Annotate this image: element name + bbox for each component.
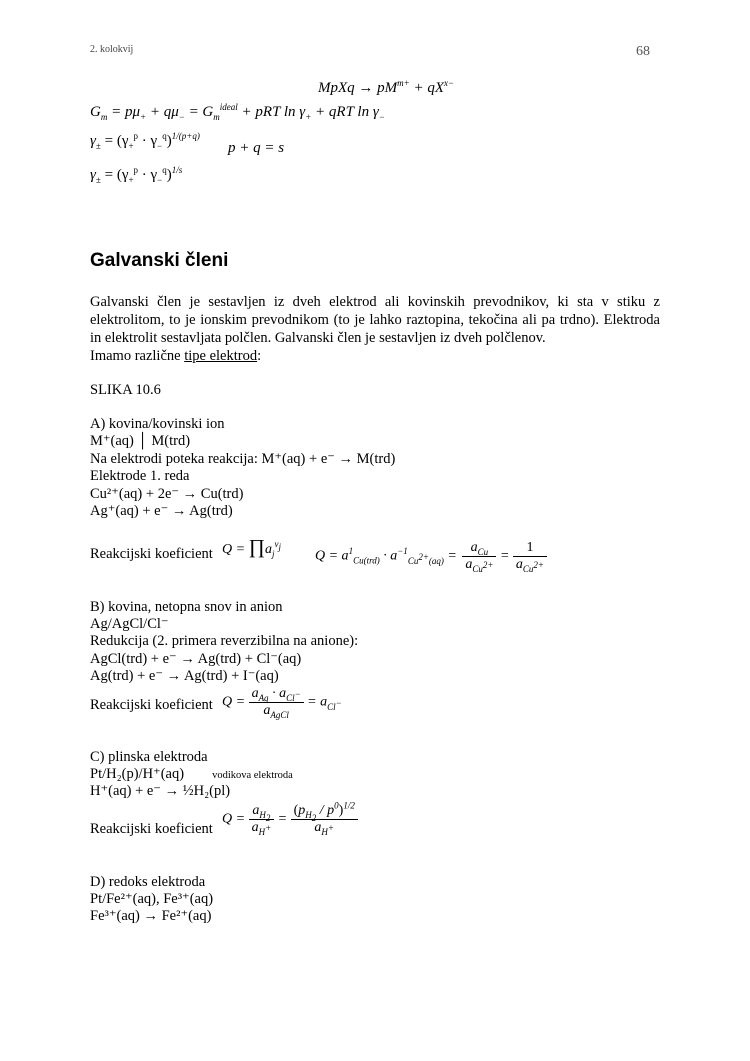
part-a-coef-product: $Q = \prod a_j^{\nu_j}$ [222,536,282,559]
part-b-title: B) kovina, netopna snov in anion [90,599,283,615]
part-a-coef-cu: $Q = a^1_{Cu(trd)} \cdot a^{-1}_{Cu^{2+}(aq)}$ = $\frac{a_{Cu}}{a_{Cu^{2+}}}$ = $\frac{1}{a_{Cu^{2+}}}$ [315,540,547,573]
dissociation-equation: MpXq → $pM^{m+} + qX^{x-}$ [318,78,455,96]
part-d-title: D) redoks elektroda [90,874,206,890]
part-c-line2: H⁺(aq) + e⁻ → ½H₂(pl) [90,783,231,799]
part-a-line3: Elektrode 1. reda [90,468,190,484]
part-c-coef-equation: Q = $\frac{a_{H_2}}{a_{H^+}}$ = $\frac{(p_{H_2} / p^0)^{1/2}}{a_{H^+}}$ [222,803,358,836]
mean-activity-equation-1: $\gamma_\pm = (\gamma_+^p \cdot \gamma_-^q)^{1/(p+q)}$ [90,131,200,151]
part-b-line2: Redukcija (2. primera reverzibilna na anione): [90,633,359,649]
part-a-title: A) kovina/kovinski ion [90,416,225,432]
part-c-coef-label: Reakcijski koeficient [90,821,213,837]
intro-paragraph: Galvanski člen je sestavljen iz dveh elektrod ali kovinskih prevodnikov, ki sta v stiku z elektrolitom, to je ionskim prevodnikom (to je lahko raztopina, tekočina ali pa trdno). Elektroda in elektrolit sestavljata polčlen. Galvanski člen je sestavljen iz dveh polčlenov. Imamo različne tipe elektrod: [90,294,660,364]
gibbs-equation: $G_m = p\mu_+ + q\mu_- = G_m^{ideal}$ + pRT $\ln \gamma_+$ + qRT $\ln \gamma_-$ [90,102,385,122]
electrode-types-link: tipe elektrod [184,348,258,364]
part-a-line1: M⁺(aq) │ M(trd) [90,433,191,449]
part-a-line5: Ag⁺(aq) + e⁻ → Ag(trd) [90,503,233,519]
running-header: 2. kolokvij [90,44,134,55]
part-b-coef-equation: Q = $\frac{a_{Ag} \cdot a_{Cl^-}}{a_{AgCl}}$ = $a_{Cl^-}$ [222,686,342,720]
mean-activity-equation-2: $\gamma_\pm = (\gamma_+^p \cdot \gamma_-^q)^{1/s}$ [90,165,183,185]
part-a-coef-label: Reakcijski koeficient [90,546,213,562]
part-a-line4: Cu²⁺(aq) + 2e⁻ → Cu(trd) [90,486,244,502]
figure-reference: SLIKA 10.6 [90,382,161,398]
hydrogen-electrode-note: vodikova elektroda [212,770,293,781]
section-title: Galvanski členi [90,250,229,271]
pq-sum-equation: p + q = s [228,140,285,156]
part-b-coef-label: Reakcijski koeficient [90,697,213,713]
part-d-line1: Pt/Fe²⁺(aq), Fe³⁺(aq) [90,891,214,907]
part-b-line3: AgCl(trd) + e⁻ → Ag(trd) + Cl⁻(aq) [90,651,302,667]
page-number: 68 [636,44,650,59]
part-c-line1: Pt/H₂(p)/H⁺(aq) vodikova elektroda [90,766,293,782]
part-c-title: C) plinska elektroda [90,749,208,765]
part-d-line2: Fe³⁺(aq) → Fe²⁺(aq) [90,908,212,924]
part-b-line4: Ag(trd) + e⁻ → Ag(trd) + I⁻(aq) [90,668,279,684]
part-a-line2: Na elektrodi poteka reakcija: M⁺(aq) + e⁻ → M(trd) [90,451,396,467]
part-b-line1: Ag/AgCl/Cl⁻ [90,616,169,632]
